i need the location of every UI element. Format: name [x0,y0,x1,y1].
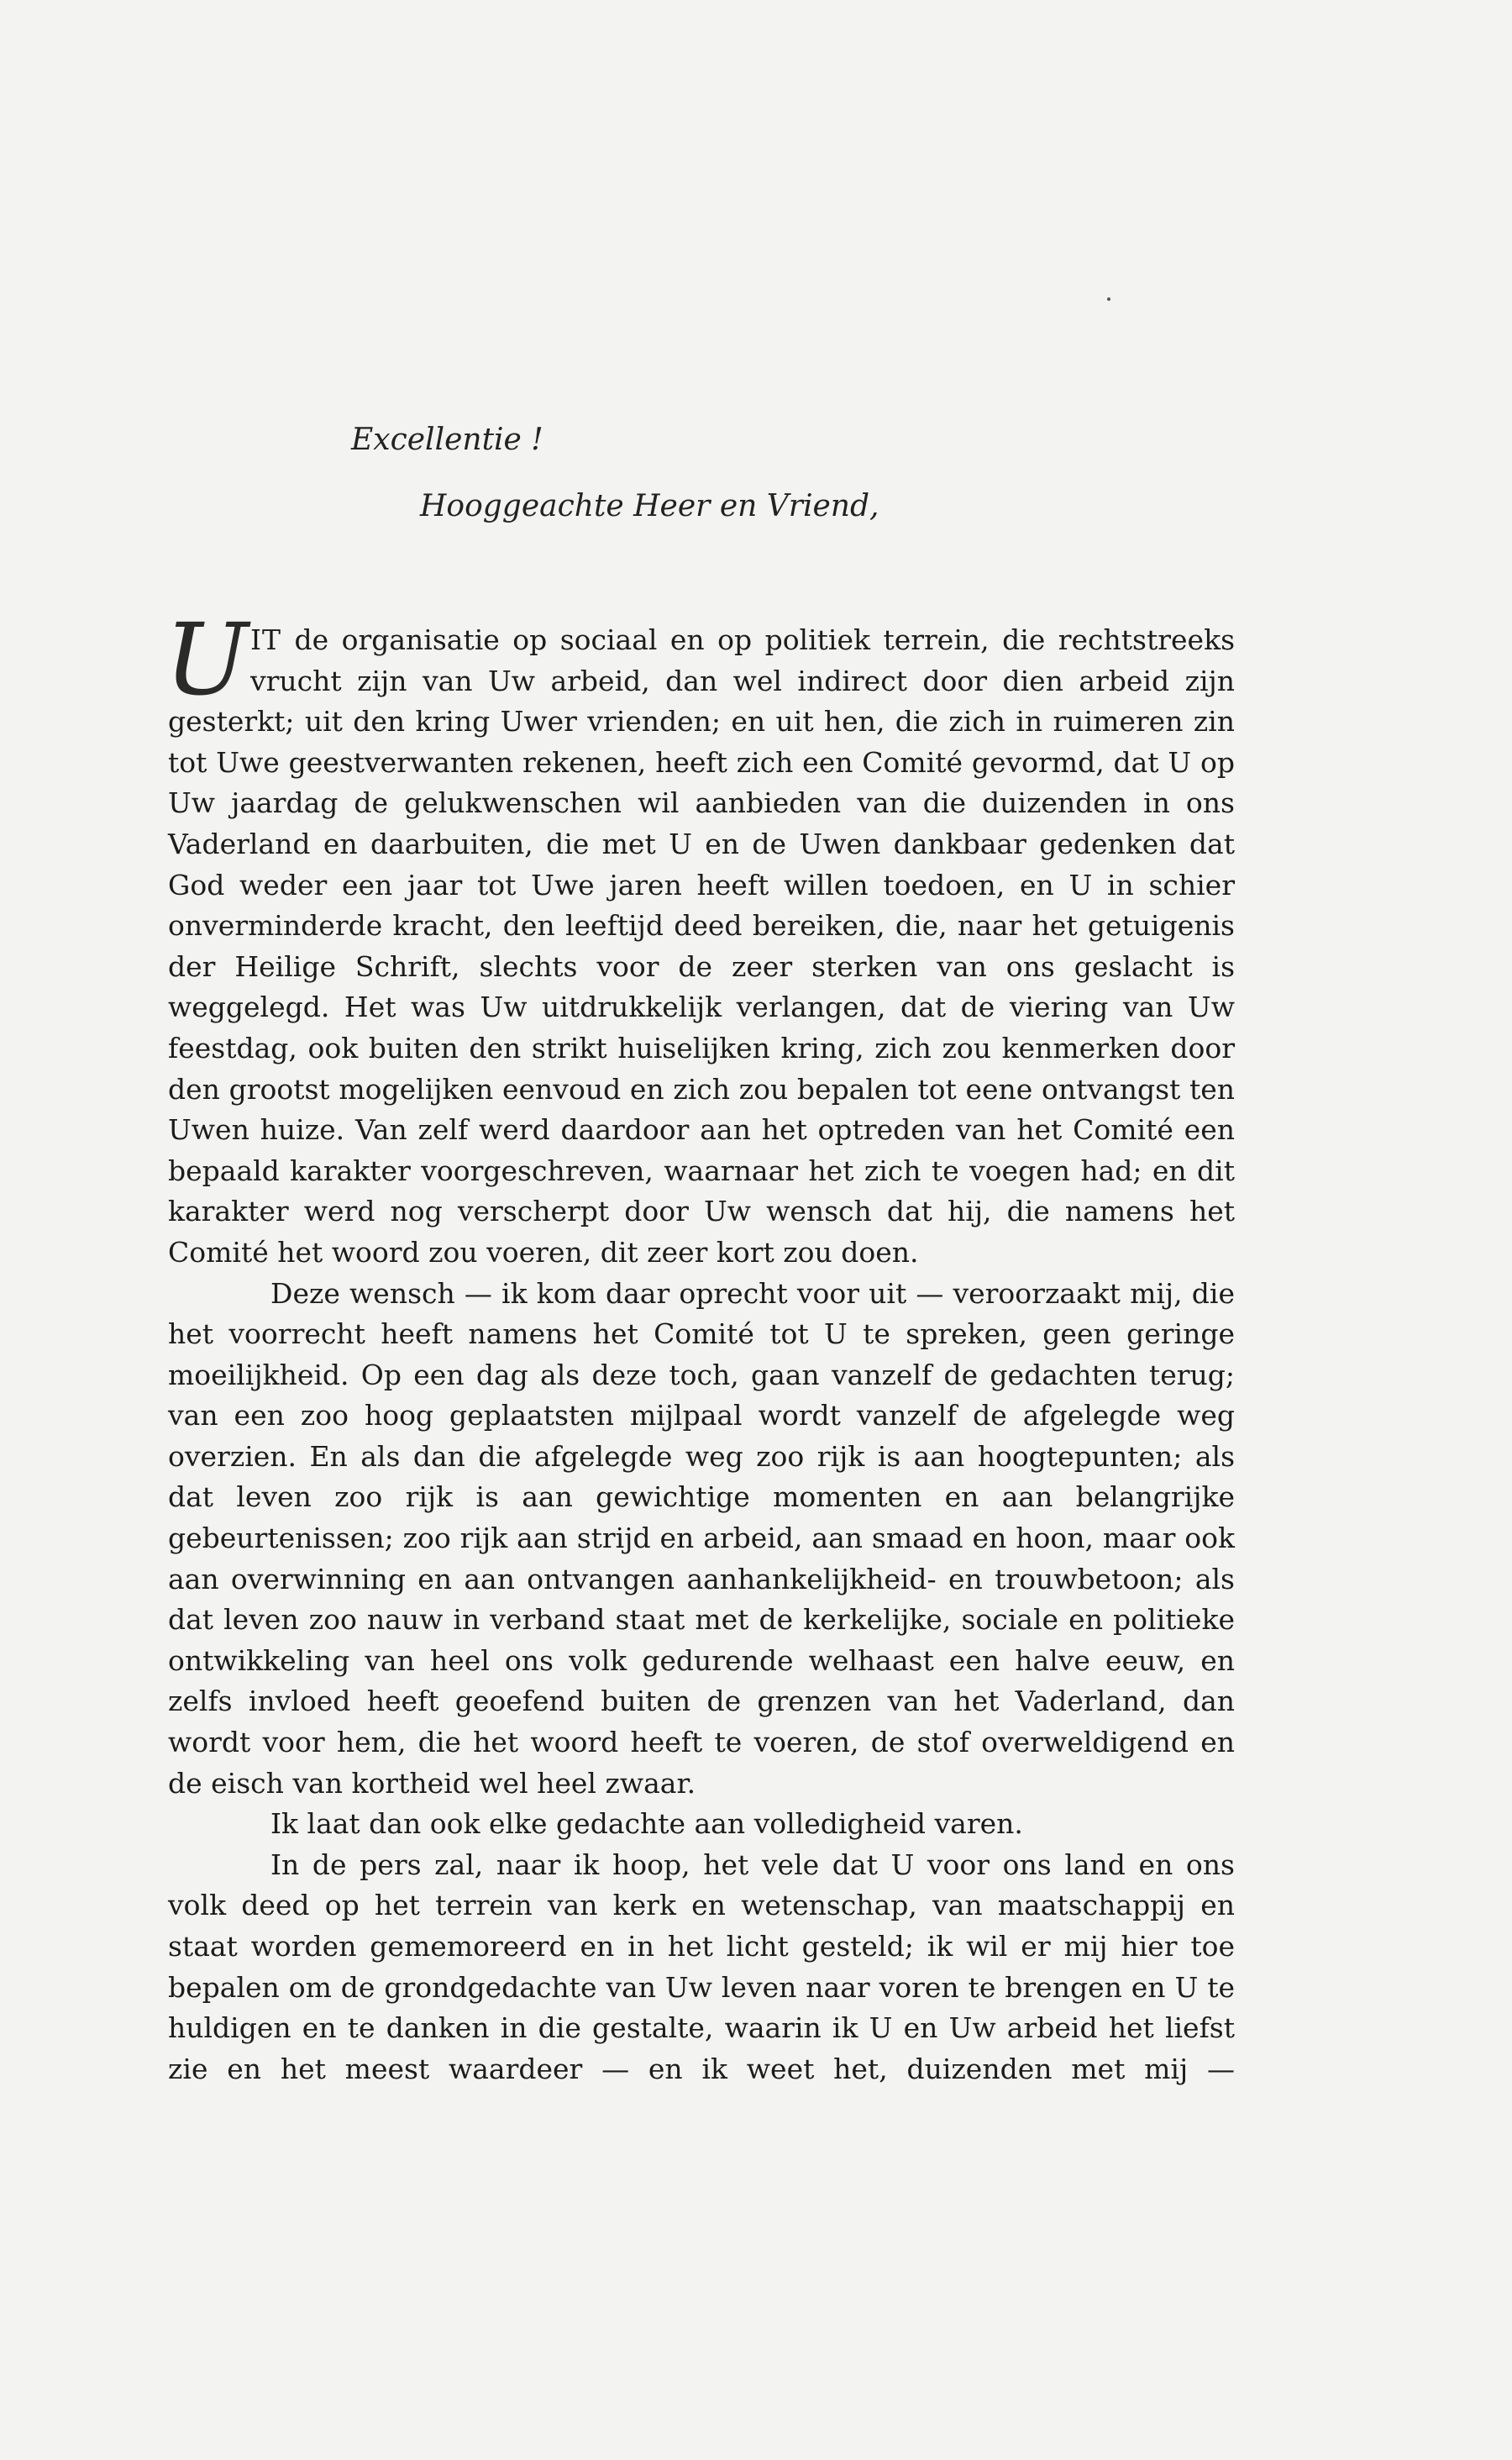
opening-line-1-text: de organisatie op sociaal en op politiek terrein, die rechtstreeks [281,623,1235,656]
letter-body [165,602,1235,2089]
salutation-excellentie: Excellentie ! [351,423,543,457]
paper-speck [1107,297,1110,301]
opening-caps: IT [250,623,282,656]
salutation-hooggeachte: Hooggeachte Heer en Vriend, [420,489,879,523]
opening-line-1 [250,620,1235,661]
opening-lines [250,620,1235,702]
paragraph-3: Ik laat dan ook elke gedachte aan volledigheid varen. [270,1807,1023,1841]
opening-block [165,602,1235,718]
drop-cap: U [165,602,249,718]
opening-line-2: vrucht zijn van Uw arbeid, dan wel indirect door dien arbeid zijn [250,664,1235,697]
paragraph-4: In de pers zal, naar ik hoop, het vele dat U voor ons land en ons volk deed op het terrein van kerk en wetenschap, van maatschappij en staat worden gememoreerd en in het licht gesteld; ik wil er mij hier toe bepalen om de grondgedachte van Uw leven naar voren te brengen en U te huldigen en te danken in die gestalte, waarin ik U en Uw arbeid het liefst zie en het meest waardeer — en ik weet het, duizenden met mij — [168,1848,1235,2085]
paragraph-2: Deze wensch — ik kom daar oprecht voor uit — veroorzaakt mij, die het voorrecht heeft namens het Comité tot U te spreken, geen geringe moeilijkheid. Op een dag als deze toch, gaan vanzelf de gedachten terug; van een zoo hoog geplaatsten mijlpaal wordt vanzelf de afgelegde weg overzien. En als dan die afgelegde weg zoo rijk is aan hoogtepunten; als dat leven zoo rijk is aan gewichtige momenten en aan belangrijke gebeurtenissen; zoo rijk aan strijd en arbeid, aan smaad en hoon, maar ook aan overwinning en aan ontvangen aanhankelijkheid- en trouwbetoon; als dat leven zoo nauw in verband staat met de kerkelijke, sociale en politieke ontwikkeling van heel ons volk gedurende welhaast een halve eeuw, en zelfs invloed heeft geoefend buiten de grenzen van het Vaderland, dan wordt voor hem, die het woord heeft te voeren, de stof overweldigend en de eisch van kortheid wel heel zwaar. [168,1276,1235,1800]
paragraph-1: gesterkt; uit den kring Uwer vrienden; en uit hen, die zich in ruimeren zin tot Uwe geestverwanten rekenen, heeft zich een Comité gevormd, dat U op Uw jaardag de gelukwenschen wil aanbieden van die duizenden in ons Vaderland en daarbuiten, die met U en de Uwen dankbaar gedenken dat God weder een jaar tot Uwe jaren heeft willen toedoen, en U in schier onverminderde kracht, den leeftijd deed bereiken, die, naar het getuigenis der Heilige Schrift, slechts voor de zeer sterken van ons geslacht is weggelegd. Het was Uw uitdrukkelijk verlangen, dat de viering van Uw feestdag, ook buiten den strikt huiselijken kring, zich zou kenmerken door den grootst mogelijken eenvoud en zich zou bepalen tot eene ontvangst ten Uwen huize. Van zelf werd daardoor aan het optreden van het Comité een bepaald karakter voorgeschreven, waarnaar het zich te voegen had; en dit karakter werd nog verscherpt door Uw wensch dat hij, die namens het Comité het woord zou voeren, dit zeer kort zou doen. [168,705,1235,1269]
